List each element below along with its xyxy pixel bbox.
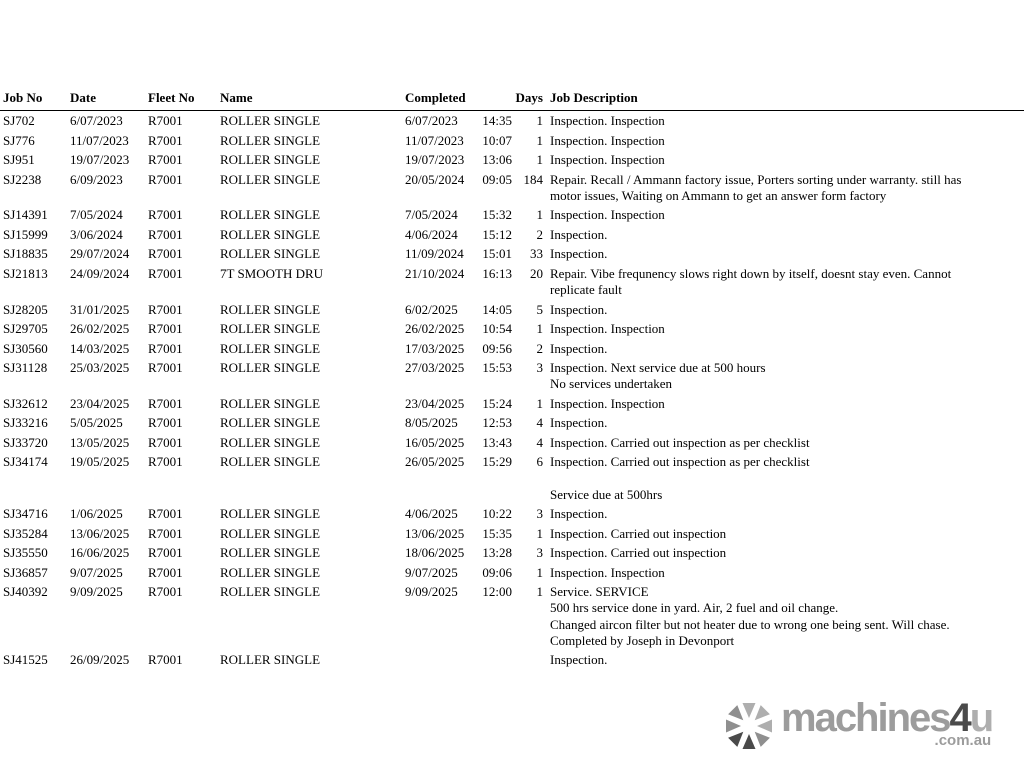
completed-date-cell: 9/09/2025 — [405, 584, 458, 600]
job-description-line: Inspection. Inspection — [550, 395, 665, 411]
days-cell — [512, 652, 543, 668]
days-cell: 1 — [536, 207, 543, 223]
table-row — [3, 435, 1024, 451]
fleet-no-cell: R7001 — [148, 506, 183, 522]
completed-date-cell: 11/09/2024 — [405, 246, 464, 262]
brand-part-machines: machines — [781, 696, 950, 740]
date-cell: 7/05/2024 — [70, 207, 123, 223]
date-cell: 5/05/2025 — [70, 415, 123, 431]
name-cell: ROLLER SINGLE — [220, 113, 321, 129]
job-no-cell: SJ35550 — [3, 545, 48, 561]
job-description-line: Repair. Recall / Ammann factory issue, Porters sorting under warranty. still has — [550, 171, 962, 187]
table-row — [3, 545, 1024, 561]
job-description-line: Service due at 500hrs — [550, 486, 663, 502]
table-row — [3, 207, 1024, 223]
date-cell: 23/04/2025 — [70, 395, 130, 411]
date-cell: 6/07/2023 — [70, 113, 123, 129]
date-cell: 13/06/2025 — [70, 525, 130, 541]
completed-time-cell: 10:54 — [482, 321, 512, 337]
days-cell: 1 — [536, 152, 543, 168]
job-no-cell: SJ40392 — [3, 584, 48, 600]
job-description-cell — [543, 360, 1024, 392]
completed-date-cell: 18/06/2025 — [405, 545, 465, 561]
date-cell: 9/09/2025 — [70, 584, 123, 600]
job-description-line: Inspection. Inspection — [550, 207, 665, 223]
days-cell: 1 — [536, 132, 543, 148]
table-row — [3, 506, 1024, 522]
completed-time-cell: 12:53 — [482, 415, 512, 431]
job-description-line: Inspection. — [550, 301, 608, 317]
job-no-cell: SJ35284 — [3, 525, 48, 541]
job-no-cell: SJ33216 — [3, 415, 48, 431]
date-cell: 13/05/2025 — [70, 434, 130, 450]
completed-date-cell: 9/07/2025 — [405, 564, 458, 580]
date-cell: 11/07/2023 — [70, 132, 129, 148]
completed-time-cell: 15:12 — [482, 226, 512, 242]
table-row — [3, 360, 1024, 392]
job-no-cell: SJ31128 — [3, 360, 48, 376]
job-no-cell: SJ776 — [3, 132, 35, 148]
job-no-cell: SJ33720 — [3, 434, 48, 450]
name-cell: ROLLER SINGLE — [220, 246, 321, 262]
name-cell: ROLLER SINGLE — [220, 226, 321, 242]
job-description-line — [550, 471, 1024, 487]
job-no-cell: SJ32612 — [3, 395, 48, 411]
table-row — [3, 584, 1024, 649]
table-row — [3, 113, 1024, 129]
completed-date-cell: 17/03/2025 — [405, 340, 465, 356]
column-header-days: Days — [515, 90, 543, 105]
days-cell: 3 — [536, 506, 543, 522]
completed-time-cell: 13:43 — [482, 434, 512, 450]
table-row — [3, 152, 1024, 168]
job-description-cell — [543, 545, 1024, 561]
job-description-line: motor issues, Waiting on Ammann to get an answer form factory — [550, 187, 887, 203]
name-cell: ROLLER SINGLE — [220, 545, 321, 561]
name-cell: ROLLER SINGLE — [220, 652, 321, 668]
job-no-cell: SJ41525 — [3, 652, 48, 668]
job-description-line: Completed by Joseph in Devonport — [550, 632, 735, 648]
fleet-no-cell: R7001 — [148, 340, 183, 356]
job-description-cell — [543, 415, 1024, 431]
fleet-no-cell: R7001 — [148, 360, 183, 376]
fleet-no-cell: R7001 — [148, 152, 183, 168]
job-description-line: Repair. Vibe frequnency slows right down by itself, doesnt stay even. Cannot — [550, 265, 952, 281]
job-description-line: Inspection. — [550, 506, 608, 522]
job-description-line: Inspection. Inspection — [550, 113, 665, 129]
job-description-line: Inspection. Carried out inspection as per checklist — [550, 434, 810, 450]
completed-time-cell: 14:05 — [482, 301, 512, 317]
days-cell: 1 — [536, 395, 543, 411]
fleet-no-cell: R7001 — [148, 545, 183, 561]
job-description-cell — [543, 227, 1024, 243]
date-cell: 26/09/2025 — [70, 652, 130, 668]
name-cell: 7T SMOOTH DRU — [220, 265, 324, 281]
completed-time-cell: 13:06 — [482, 152, 512, 168]
job-description-line: Inspection. Carried out inspection — [550, 545, 727, 561]
completed-time-cell: 15:35 — [482, 525, 512, 541]
name-cell: ROLLER SINGLE — [220, 415, 321, 431]
table-row — [3, 246, 1024, 262]
name-cell: ROLLER SINGLE — [220, 360, 321, 376]
job-description-line: No services undertaken — [550, 376, 673, 392]
fleet-no-cell: R7001 — [148, 113, 183, 129]
completed-time-cell: 16:13 — [482, 265, 512, 281]
table-row — [3, 415, 1024, 431]
days-cell: 3 — [536, 545, 543, 561]
name-cell: ROLLER SINGLE — [220, 584, 321, 600]
job-description-line: Inspection. — [550, 340, 608, 356]
completed-date-cell: 26/05/2025 — [405, 454, 465, 470]
column-header-name: Name — [220, 90, 253, 105]
days-cell: 2 — [536, 340, 543, 356]
completed-date-cell: 23/04/2025 — [405, 395, 465, 411]
name-cell: ROLLER SINGLE — [220, 321, 321, 337]
job-no-cell: SJ2238 — [3, 171, 42, 187]
job-table-body — [3, 111, 1024, 669]
completed-time-cell: 15:53 — [482, 360, 512, 376]
job-description-cell — [543, 113, 1024, 129]
completed-time-cell: 09:05 — [482, 171, 512, 187]
job-description-line: Inspection. Inspection — [550, 132, 665, 148]
job-description-cell — [543, 172, 1024, 204]
completed-time-cell: 14:35 — [482, 113, 512, 129]
days-cell: 33 — [530, 246, 543, 262]
job-no-cell: SJ34174 — [3, 454, 48, 470]
job-description-line: 500 hrs service done in yard. Air, 2 fuel and oil change. — [550, 600, 839, 616]
job-description-cell — [543, 321, 1024, 337]
name-cell: ROLLER SINGLE — [220, 434, 321, 450]
completed-date-cell: 7/05/2024 — [405, 207, 458, 223]
job-description-line: Inspection. — [550, 226, 608, 242]
job-no-cell: SJ18835 — [3, 246, 48, 262]
table-row — [3, 302, 1024, 318]
days-cell: 1 — [536, 584, 543, 600]
completed-date-cell: 20/05/2024 — [405, 171, 465, 187]
job-description-line: Inspection. Inspection — [550, 321, 665, 337]
date-cell: 26/02/2025 — [70, 321, 130, 337]
date-cell: 31/01/2025 — [70, 301, 130, 317]
job-no-cell: SJ14391 — [3, 207, 48, 223]
name-cell: ROLLER SINGLE — [220, 564, 321, 580]
name-cell: ROLLER SINGLE — [220, 506, 321, 522]
job-no-cell: SJ21813 — [3, 265, 48, 281]
job-description-line: Inspection. Carried out inspection as per checklist — [550, 454, 810, 470]
date-cell: 19/07/2023 — [70, 152, 130, 168]
completed-time-cell: 15:01 — [482, 246, 512, 262]
table-header-row — [3, 90, 1024, 106]
job-no-cell: SJ28205 — [3, 301, 48, 317]
days-cell: 1 — [536, 113, 543, 129]
job-no-cell: SJ36857 — [3, 564, 48, 580]
machines4u-watermark — [722, 698, 992, 753]
job-description-cell — [543, 133, 1024, 149]
job-description-cell — [543, 454, 1024, 503]
fleet-no-cell: R7001 — [148, 132, 183, 148]
date-cell: 9/07/2025 — [70, 564, 123, 580]
job-description-cell — [543, 565, 1024, 581]
job-description-line: Inspection. Next service due at 500 hours — [550, 360, 766, 376]
fleet-no-cell: R7001 — [148, 226, 183, 242]
fleet-no-cell: R7001 — [148, 171, 183, 187]
completed-date-cell: 11/07/2023 — [405, 132, 464, 148]
column-header-job-description: Job Description — [550, 90, 638, 105]
brand-part-u: u — [969, 696, 993, 740]
job-no-cell: SJ29705 — [3, 321, 48, 337]
days-cell: 4 — [536, 434, 543, 450]
table-row — [3, 172, 1024, 204]
name-cell: ROLLER SINGLE — [220, 171, 321, 187]
job-description-line: Inspection. Inspection — [550, 152, 665, 168]
date-cell: 14/03/2025 — [70, 340, 130, 356]
date-cell: 3/06/2024 — [70, 226, 123, 242]
job-description-cell — [543, 207, 1024, 223]
logo-text — [781, 698, 992, 748]
table-row — [3, 652, 1024, 668]
table-row — [3, 341, 1024, 357]
completed-time-cell — [481, 652, 512, 668]
job-no-cell: SJ30560 — [3, 340, 48, 356]
completed-date-cell: 27/03/2025 — [405, 360, 465, 376]
job-no-cell: SJ34716 — [3, 506, 48, 522]
date-cell: 1/06/2025 — [70, 506, 123, 522]
name-cell: ROLLER SINGLE — [220, 132, 321, 148]
completed-date-cell: 13/06/2025 — [405, 525, 465, 541]
completed-date-cell: 8/05/2025 — [405, 415, 458, 431]
table-row — [3, 526, 1024, 542]
completed-date-cell: 4/06/2024 — [405, 226, 458, 242]
completed-date-cell: 21/10/2024 — [405, 265, 465, 281]
date-cell: 25/03/2025 — [70, 360, 130, 376]
date-cell: 24/09/2024 — [70, 265, 130, 281]
job-description-line: replicate fault — [550, 282, 622, 298]
days-cell: 4 — [536, 415, 543, 431]
job-description-cell — [543, 526, 1024, 542]
completed-date-cell: 26/02/2025 — [405, 321, 465, 337]
job-description-cell — [543, 152, 1024, 168]
job-description-cell — [543, 266, 1024, 298]
job-description-line: Inspection. Inspection — [550, 564, 665, 580]
days-cell: 3 — [536, 360, 543, 376]
completed-date-cell: 4/06/2025 — [405, 506, 458, 522]
converging-arrows-icon — [722, 699, 776, 753]
date-cell: 19/05/2025 — [70, 454, 130, 470]
fleet-no-cell: R7001 — [148, 525, 183, 541]
name-cell: ROLLER SINGLE — [220, 301, 321, 317]
name-cell: ROLLER SINGLE — [220, 340, 321, 356]
job-no-cell: SJ702 — [3, 113, 35, 129]
table-row — [3, 565, 1024, 581]
completed-date-cell: 16/05/2025 — [405, 434, 465, 450]
fleet-no-cell: R7001 — [148, 207, 183, 223]
fleet-no-cell: R7001 — [148, 434, 183, 450]
column-header-job-no: Job No — [3, 90, 43, 105]
job-description-cell — [543, 652, 1024, 668]
brand-domain: .com.au — [934, 732, 992, 749]
name-cell: ROLLER SINGLE — [220, 152, 321, 168]
name-cell: ROLLER SINGLE — [220, 525, 321, 541]
column-header-completed: Completed — [405, 90, 466, 105]
job-description-line: Inspection. — [550, 415, 608, 431]
fleet-no-cell: R7001 — [148, 301, 183, 317]
completed-date-cell: 6/02/2025 — [405, 301, 458, 317]
job-description-cell — [543, 435, 1024, 451]
completed-date-cell: 19/07/2023 — [405, 152, 465, 168]
fleet-no-cell: R7001 — [148, 584, 183, 600]
job-description-cell — [543, 246, 1024, 262]
fleet-no-cell: R7001 — [148, 454, 183, 470]
completed-time-cell: 10:22 — [482, 506, 512, 522]
completed-time-cell: 12:00 — [482, 584, 512, 600]
completed-date-cell — [405, 652, 481, 668]
service-history-report — [3, 90, 1024, 672]
days-cell: 1 — [536, 525, 543, 541]
days-cell: 184 — [523, 171, 543, 187]
days-cell: 1 — [536, 564, 543, 580]
days-cell: 1 — [536, 321, 543, 337]
completed-time-cell: 10:07 — [482, 132, 512, 148]
job-description-cell — [543, 341, 1024, 357]
completed-time-cell: 09:06 — [482, 564, 512, 580]
job-description-line: Changed aircon filter but not heater due to wrong one being sent. Will chase. — [550, 616, 950, 632]
table-row — [3, 133, 1024, 149]
name-cell: ROLLER SINGLE — [220, 207, 321, 223]
job-description-cell — [543, 396, 1024, 412]
table-row — [3, 227, 1024, 243]
date-cell: 16/06/2025 — [70, 545, 130, 561]
completed-time-cell: 09:56 — [482, 340, 512, 356]
completed-date-cell: 6/07/2023 — [405, 113, 458, 129]
name-cell: ROLLER SINGLE — [220, 454, 321, 470]
job-description-line: Inspection. Carried out inspection — [550, 525, 727, 541]
completed-time-cell: 15:29 — [482, 454, 512, 470]
column-header-fleet-no: Fleet No — [148, 90, 195, 105]
completed-time-cell: 15:32 — [482, 207, 512, 223]
job-description-line: Inspection. — [550, 652, 608, 668]
fleet-no-cell: R7001 — [148, 265, 183, 281]
job-description-line: Service. SERVICE — [550, 584, 649, 600]
column-header-date: Date — [70, 90, 96, 105]
days-cell: 5 — [536, 301, 543, 317]
date-cell: 6/09/2023 — [70, 171, 123, 187]
table-row — [3, 266, 1024, 298]
brand-part-4: 4 — [949, 696, 970, 740]
job-description-line: Inspection. — [550, 246, 608, 262]
table-row — [3, 396, 1024, 412]
fleet-no-cell: R7001 — [148, 564, 183, 580]
name-cell: ROLLER SINGLE — [220, 395, 321, 411]
completed-time-cell: 15:24 — [482, 395, 512, 411]
date-cell: 29/07/2024 — [70, 246, 130, 262]
job-description-cell — [543, 302, 1024, 318]
completed-time-cell: 13:28 — [482, 545, 512, 561]
days-cell: 6 — [536, 454, 543, 470]
fleet-no-cell: R7001 — [148, 652, 183, 668]
fleet-no-cell: R7001 — [148, 246, 183, 262]
fleet-no-cell: R7001 — [148, 415, 183, 431]
job-no-cell: SJ15999 — [3, 226, 48, 242]
job-description-cell — [543, 506, 1024, 522]
job-description-cell — [543, 584, 1024, 649]
days-cell: 20 — [530, 265, 543, 281]
table-row — [3, 321, 1024, 337]
fleet-no-cell: R7001 — [148, 395, 183, 411]
job-no-cell: SJ951 — [3, 152, 35, 168]
days-cell: 2 — [536, 226, 543, 242]
table-row — [3, 454, 1024, 503]
fleet-no-cell: R7001 — [148, 321, 183, 337]
